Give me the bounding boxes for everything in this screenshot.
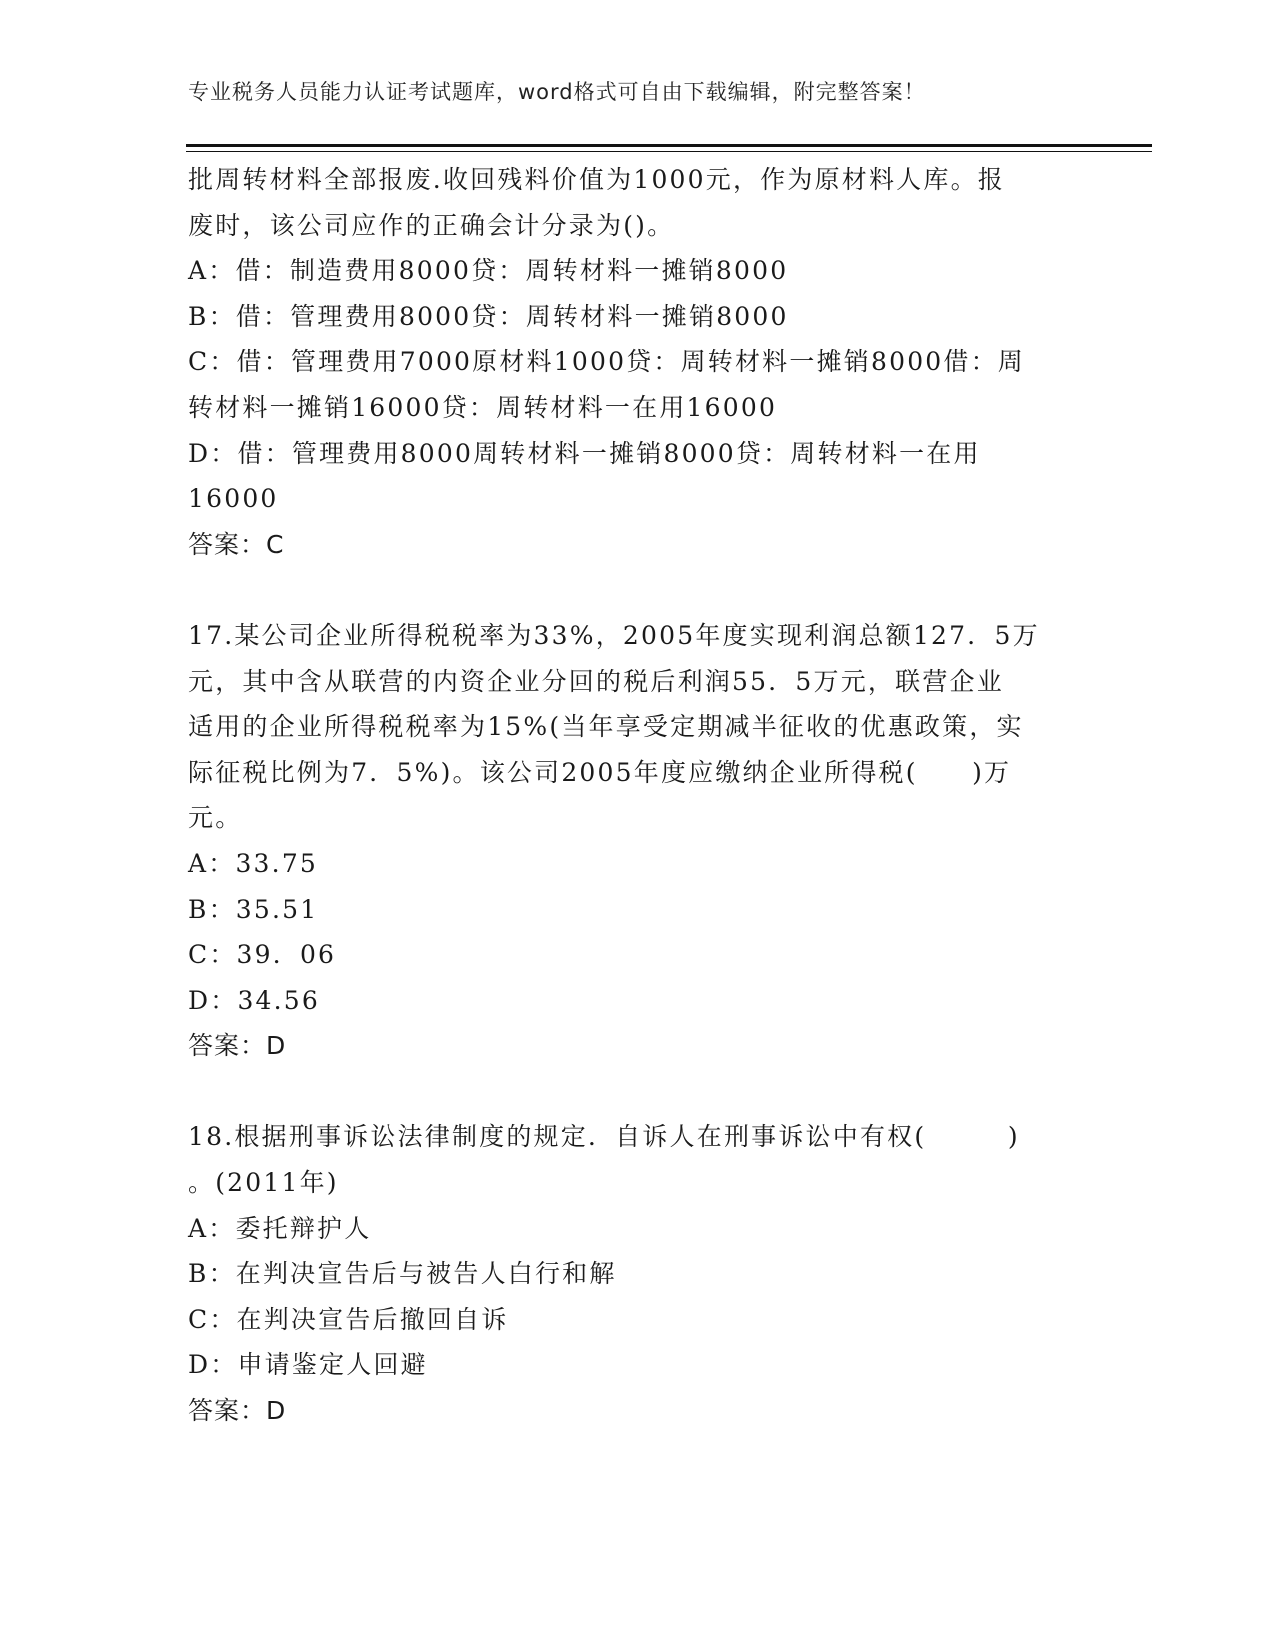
question-stem-line: 元，其中含从联营的内资企业分回的税后利润55．5万元，联营企业 [188, 666, 1004, 696]
question-16 [188, 157, 1088, 567]
option-d: D：申请鉴定人回避 [188, 1350, 428, 1380]
question-stem-line: 批周转材料全部报废.收回残料价值为1000元，作为原材料人库。报 [188, 165, 1005, 194]
question-stem-line: 17.某公司企业所得税税率为33%，2005年度实现利润总额127．5万 [188, 620, 1040, 650]
option-a: A：33.75 [188, 848, 319, 878]
option-d: D：34.56 [188, 985, 321, 1015]
question-stem-line: 。(2011年) [188, 1168, 339, 1198]
option-c-line: C：借：管理费用7000原材料1000贷：周转材料一摊销8000借：周 [188, 347, 1025, 377]
question-stem-line: 18.根据刑事诉讼法律制度的规定．自诉人在刑事诉讼中有权( ) [188, 1122, 1020, 1152]
question-stem-line: 元。 [188, 803, 243, 833]
question-stem-line: 适用的企业所得税税率为15%(当年享受定期减半征收的优惠政策，实 [188, 712, 1024, 742]
option-a: A：委托辩护人 [188, 1213, 372, 1243]
option-c-line: 转材料一摊销16000贷：周转材料一在用16000 [188, 392, 778, 422]
option-d-line: D：借：管理费用8000周转材料一摊销8000贷：周转材料一在用 [188, 438, 981, 468]
option-b: B：借：管理费用8000贷：周转材料一摊销8000 [188, 301, 789, 331]
header-divider-thick [186, 144, 1152, 147]
question-stem-line: 际征税比例为7．5%)。该公司2005年度应缴纳企业所得税( )万 [188, 757, 1012, 787]
question-17 [188, 613, 1088, 1069]
document-body [188, 157, 1088, 1434]
question-spacer [188, 1069, 1088, 1115]
option-b: B：在判决宣告后与被告人白行和解 [188, 1259, 617, 1289]
option-b: B：35.51 [188, 894, 319, 924]
question-18 [188, 1114, 1088, 1433]
question-stem-line: 废时，该公司应作的正确会计分录为()。 [188, 210, 675, 240]
option-d-line: 16000 [188, 484, 279, 514]
answer-line: 答案：C [188, 529, 285, 559]
question-spacer [188, 567, 1088, 613]
page-header: 专业税务人员能力认证考试题库，word格式可自由下载编辑，附完整答案！ [188, 80, 926, 104]
answer-line: 答案：D [188, 1396, 287, 1426]
header-divider-thin [186, 151, 1152, 152]
answer-line: 答案：D [188, 1031, 287, 1061]
option-a: A：借：制造费用8000贷：周转材料一摊销8000 [188, 256, 789, 286]
option-c: C：在判决宣告后撤回自诉 [188, 1304, 509, 1334]
option-c: C：39．06 [188, 940, 337, 970]
